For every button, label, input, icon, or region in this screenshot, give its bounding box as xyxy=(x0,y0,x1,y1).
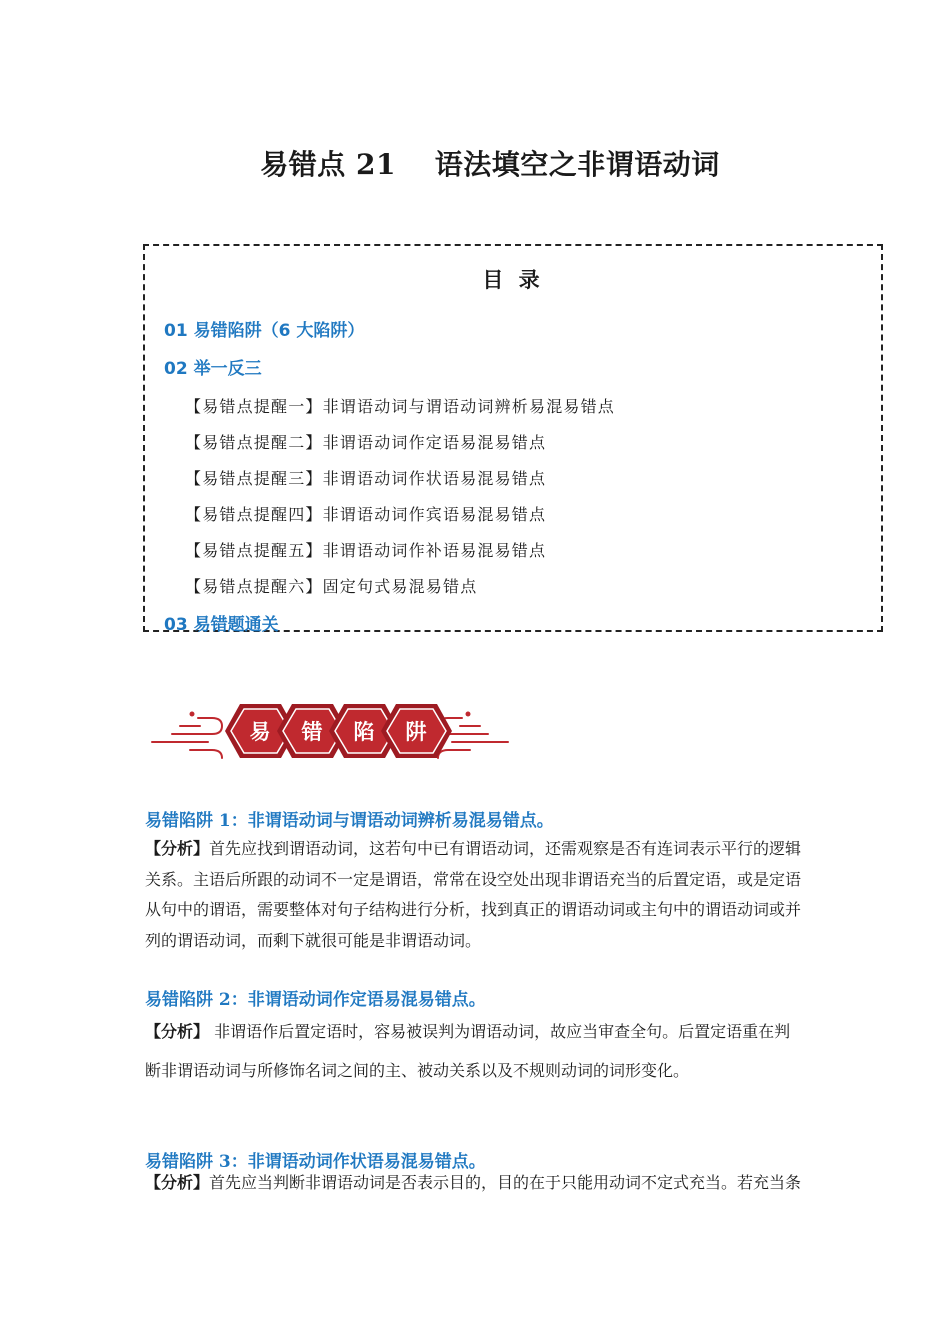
traps-banner xyxy=(150,700,510,762)
trap-1-heading: 易错陷阱 1：非谓语动词与谓语动词辨析易混易错点。 xyxy=(145,811,554,831)
analysis-line: 从句中的谓语，需要整体对句子结构进行分析，找到真正的谓语动词或主句中的谓语动词或并 xyxy=(145,900,802,919)
toc-item-5[interactable]: 【易错点提醒五】非谓语动词作补语易混易错点 xyxy=(185,541,547,560)
toc-item-3[interactable]: 【易错点提醒三】非谓语动词作状语易混易错点 xyxy=(185,469,547,488)
analysis-line: 关系。主语后所跟的动词不一定是谓语，常常在设空处出现非谓语充当的后置定语，或是定语 xyxy=(145,869,802,889)
analysis-line: 列的谓语动词，而剩下就很可能是非谓语动词。 xyxy=(145,930,482,950)
banner-char-4: 阱 xyxy=(405,720,427,744)
table-of-contents xyxy=(143,244,883,635)
banner-char-1: 易 xyxy=(249,720,271,744)
toc-heading: 目 录 xyxy=(482,268,544,292)
analysis-line: 断非谓语动词与所修饰名词之间的主、被动关系以及不规则动词的词形变化。 xyxy=(145,1061,690,1080)
analysis-label: 【分析】 xyxy=(145,1173,210,1192)
toc-item-4[interactable]: 【易错点提醒四】非谓语动词作宾语易混易错点 xyxy=(185,505,547,524)
toc-item-6[interactable]: 【易错点提醒六】固定句式易混易错点 xyxy=(185,577,478,596)
right-cloud-ornament xyxy=(438,718,508,758)
toc-section-03[interactable]: 03 易错题通关 xyxy=(164,615,279,635)
banner-char-2: 错 xyxy=(301,720,323,744)
trap-3-heading: 易错陷阱 3：非谓语动词作状语易混易错点。 xyxy=(145,1152,486,1172)
analysis-line: 非谓语作后置定语时，容易被误判为谓语动词，故应当审查全句。后置定语重在判 xyxy=(209,1022,791,1041)
trap-1-analysis xyxy=(145,834,845,956)
trap-3-analysis xyxy=(145,1168,845,1199)
toc-section-02[interactable]: 02 举一反三 xyxy=(164,359,262,379)
toc-section-01[interactable]: 01 易错陷阱（6 大陷阱） xyxy=(164,321,365,341)
left-cloud-ornament xyxy=(152,718,222,758)
analysis-label: 【分析】 xyxy=(145,839,210,858)
page-title: 易错点 21 语法填空之非谓语动词 xyxy=(260,148,720,181)
analysis-line: 首先应找到谓语动词，这若句中已有谓语动词，还需观察是否有连词表示平行的逻辑 xyxy=(209,839,802,858)
analysis-line: 首先应当判断非谓语动词是否表示目的，目的在于只能用动词不定式充当。若充当条 xyxy=(209,1173,802,1192)
toc-item-2[interactable]: 【易错点提醒二】非谓语动词作定语易混易错点 xyxy=(185,433,547,452)
trap-2-analysis xyxy=(145,1012,845,1090)
analysis-label: 【分析】 xyxy=(145,1022,210,1041)
toc-item-1[interactable]: 【易错点提醒一】非谓语动词与谓语动词辨析易混易错点 xyxy=(185,397,616,416)
ornament-dot xyxy=(190,712,195,717)
ornament-dot xyxy=(466,712,471,717)
trap-2-heading: 易错陷阱 2：非谓语动词作定语易混易错点。 xyxy=(145,990,486,1010)
banner-char-3: 陷 xyxy=(353,720,375,744)
